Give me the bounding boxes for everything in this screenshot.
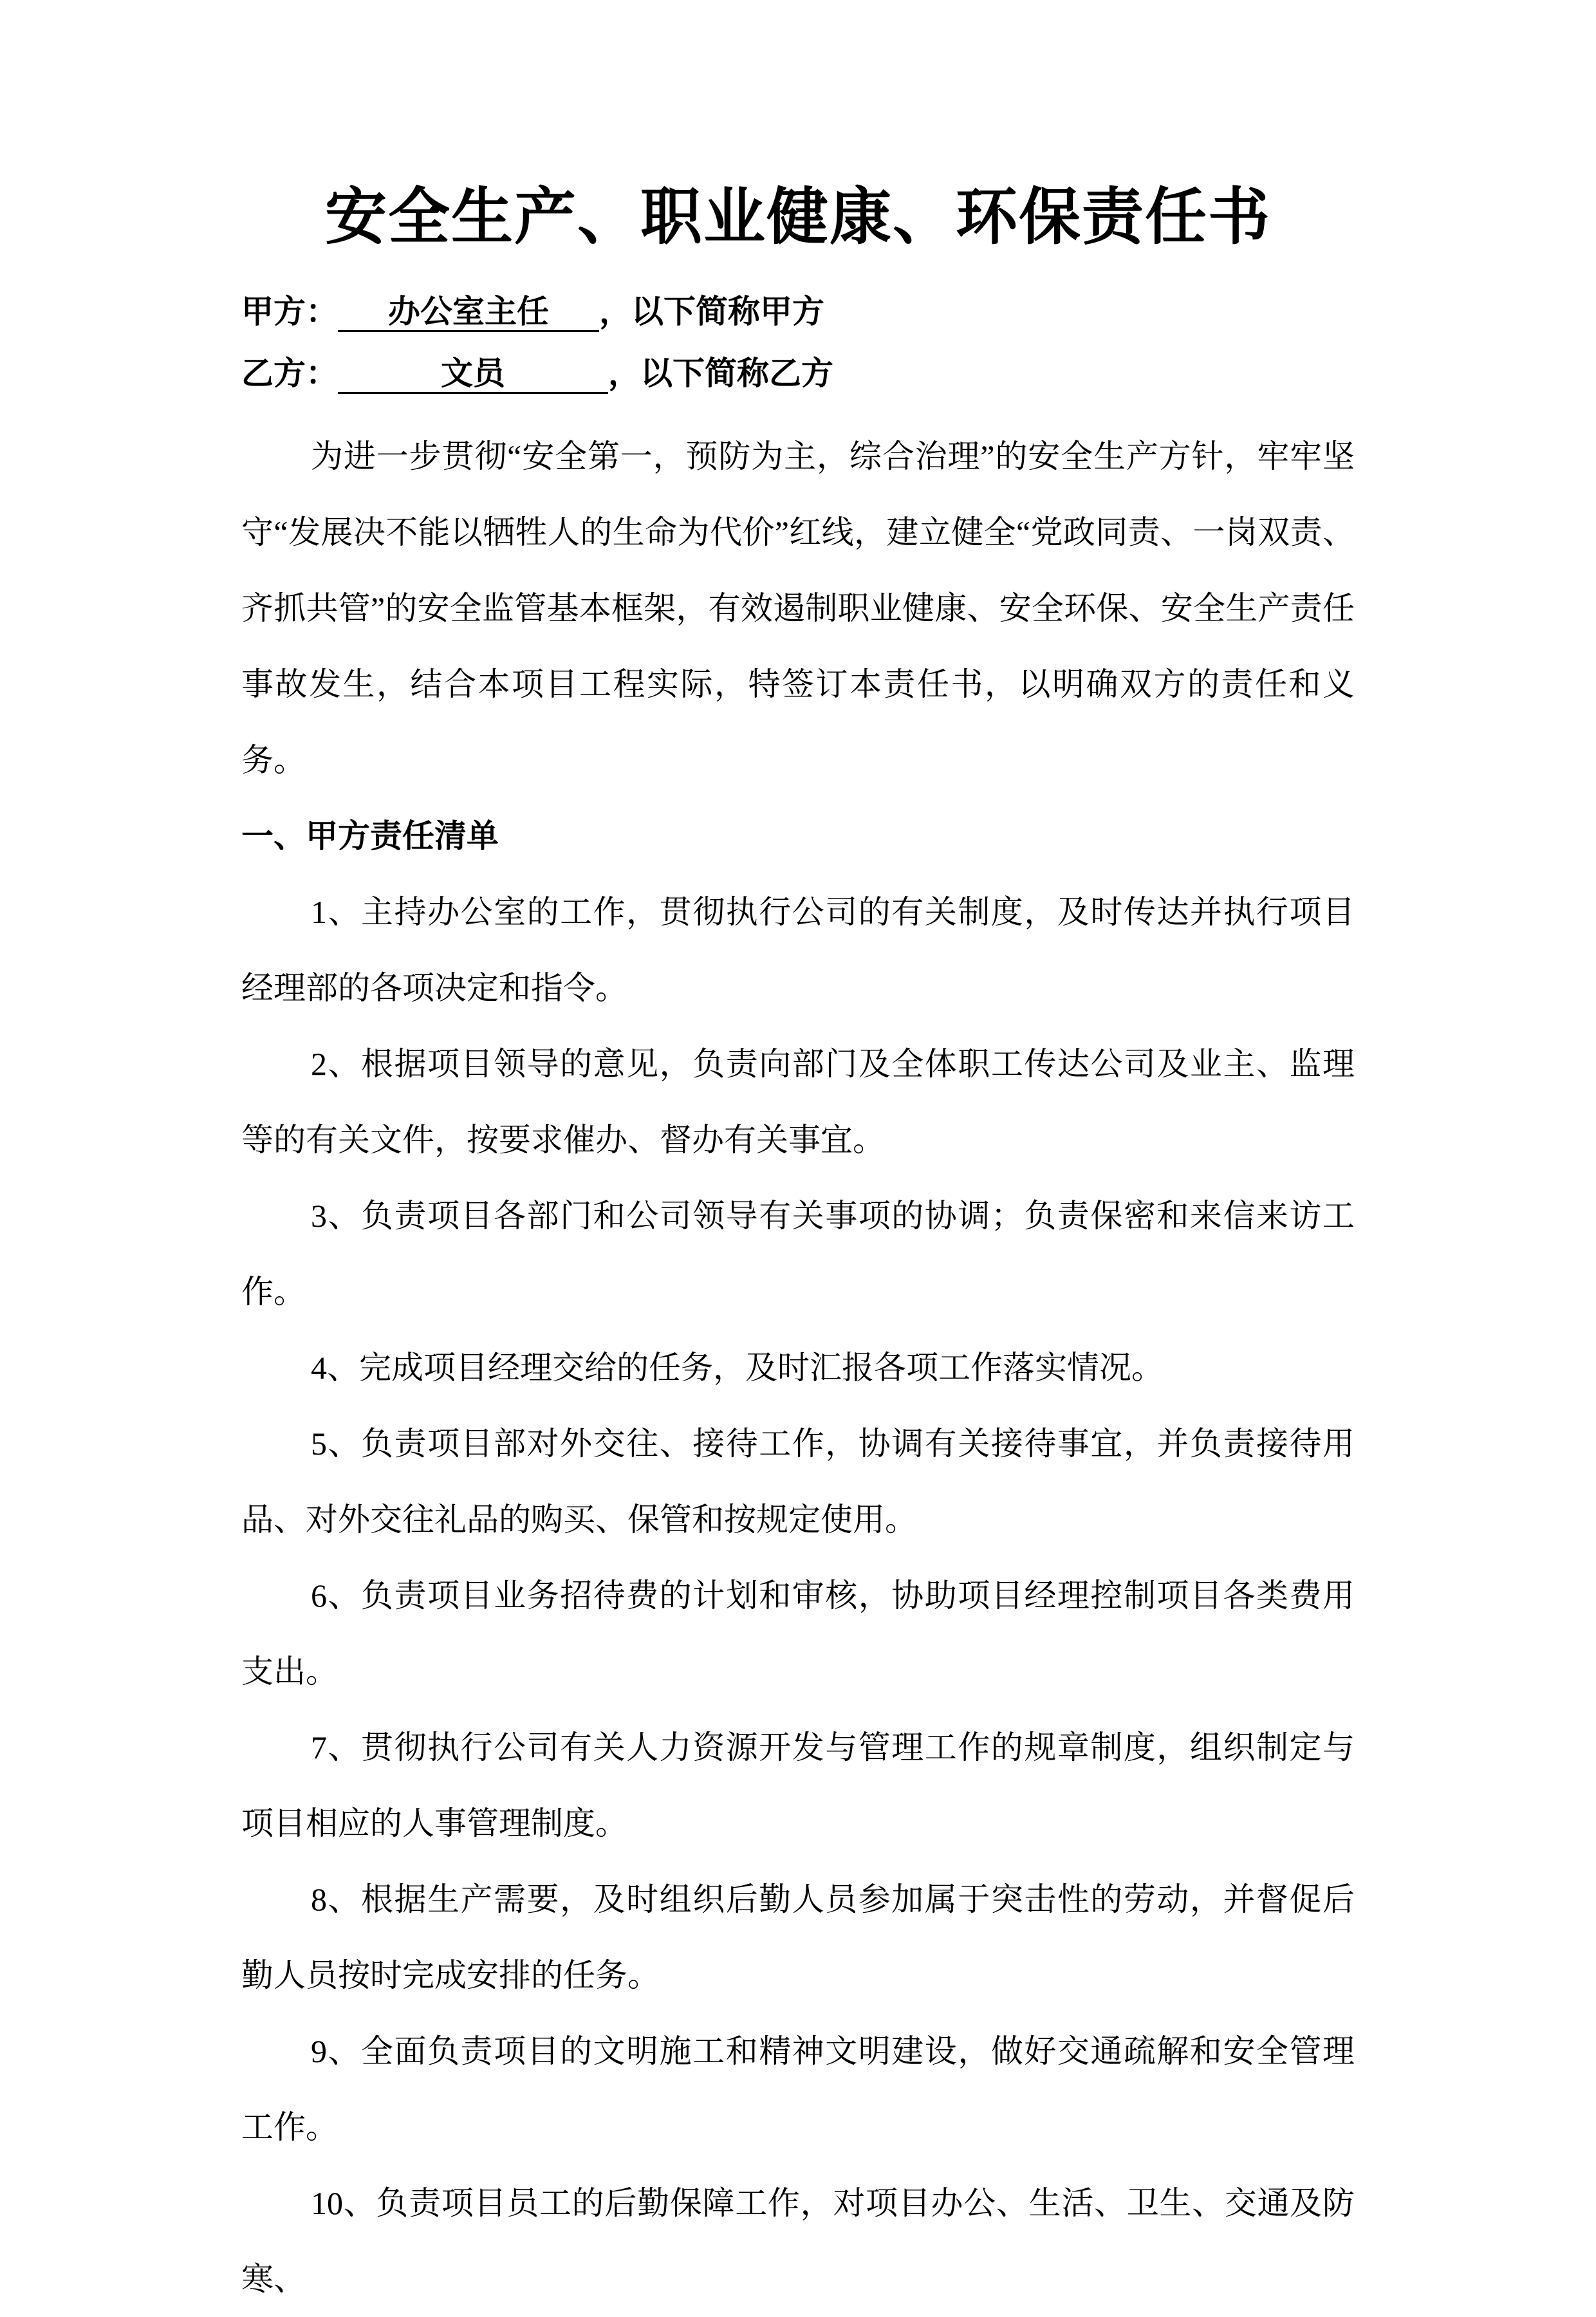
list-item-10: 10、负责项目员工的后勤保障工作，对项目办公、生活、卫生、交通及防寒、 xyxy=(241,2185,1355,2297)
list-item-9: 9、全面负责项目的文明施工和精神文明建设，做好交通疏解和安全管理工作。 xyxy=(241,2033,1355,2145)
party-b-label: 乙方： xyxy=(241,355,338,391)
list-item-2: 2、根据项目领导的意见，负责向部门及全体职工传达公司及业主、监理等的有关文件，按要求催办、督办有关事宜。 xyxy=(241,1046,1355,1158)
list-item-1: 1、主持办公室的工作，贯彻执行公司的有关制度，及时传达并执行项目经理部的各项决定和指令。 xyxy=(241,894,1355,1006)
party-a-line xyxy=(241,281,1355,342)
section-heading: 一、甲方责任清单 xyxy=(241,818,499,854)
document-title: 安全生产、职业健康、环保责任书 xyxy=(325,183,1271,252)
party-a-blank: 办公室主任 xyxy=(338,293,599,332)
list-item-7: 7、贯彻执行公司有关人力资源开发与管理工作的规章制度，组织制定与项目相应的人事管理制度。 xyxy=(241,1729,1355,1841)
intro-paragraph: 为进一步贯彻“安全第一，预防为主，综合治理”的安全生产方针，牢牢坚守“发展决不能以牺牲人的生命为代价”红线，建立健全“党政同责、一岗双责、齐抓共管”的安全监管基本框架，有效遏制职业健康、安全环保、安全生产责任事故发生，结合本项目工程实际，特签订本责任书，以明确双方的责任和义务。 xyxy=(241,438,1355,778)
parties-block xyxy=(241,281,1355,404)
list-item-4: 4、完成项目经理交给的任务，及时汇报各项工作落实情况。 xyxy=(311,1350,1164,1386)
list-item-6: 6、负责项目业务招待费的计划和审核，协助项目经理控制项目各类费用支出。 xyxy=(241,1577,1355,1689)
party-b-suffix: ，以下简称乙方 xyxy=(608,355,833,391)
list-item-5: 5、负责项目部对外交往、接待工作，协调有关接待事宜，并负责接待用品、对外交往礼品的购买、保管和按规定使用。 xyxy=(241,1426,1355,1538)
document-body xyxy=(241,418,1355,2317)
party-a-label: 甲方： xyxy=(241,293,338,330)
list-item-3: 3、负责项目各部门和公司领导有关事项的协调；负责保密和来信来访工作。 xyxy=(241,1198,1355,1310)
party-b-line xyxy=(241,342,1355,404)
party-a-suffix: ，以下简称甲方 xyxy=(599,293,824,330)
list-item-8: 8、根据生产需要，及时组织后勤人员参加属于突击性的劳动，并督促后勤人员按时完成安排的任务。 xyxy=(241,1881,1355,1993)
party-b-blank: 文员 xyxy=(338,355,608,394)
